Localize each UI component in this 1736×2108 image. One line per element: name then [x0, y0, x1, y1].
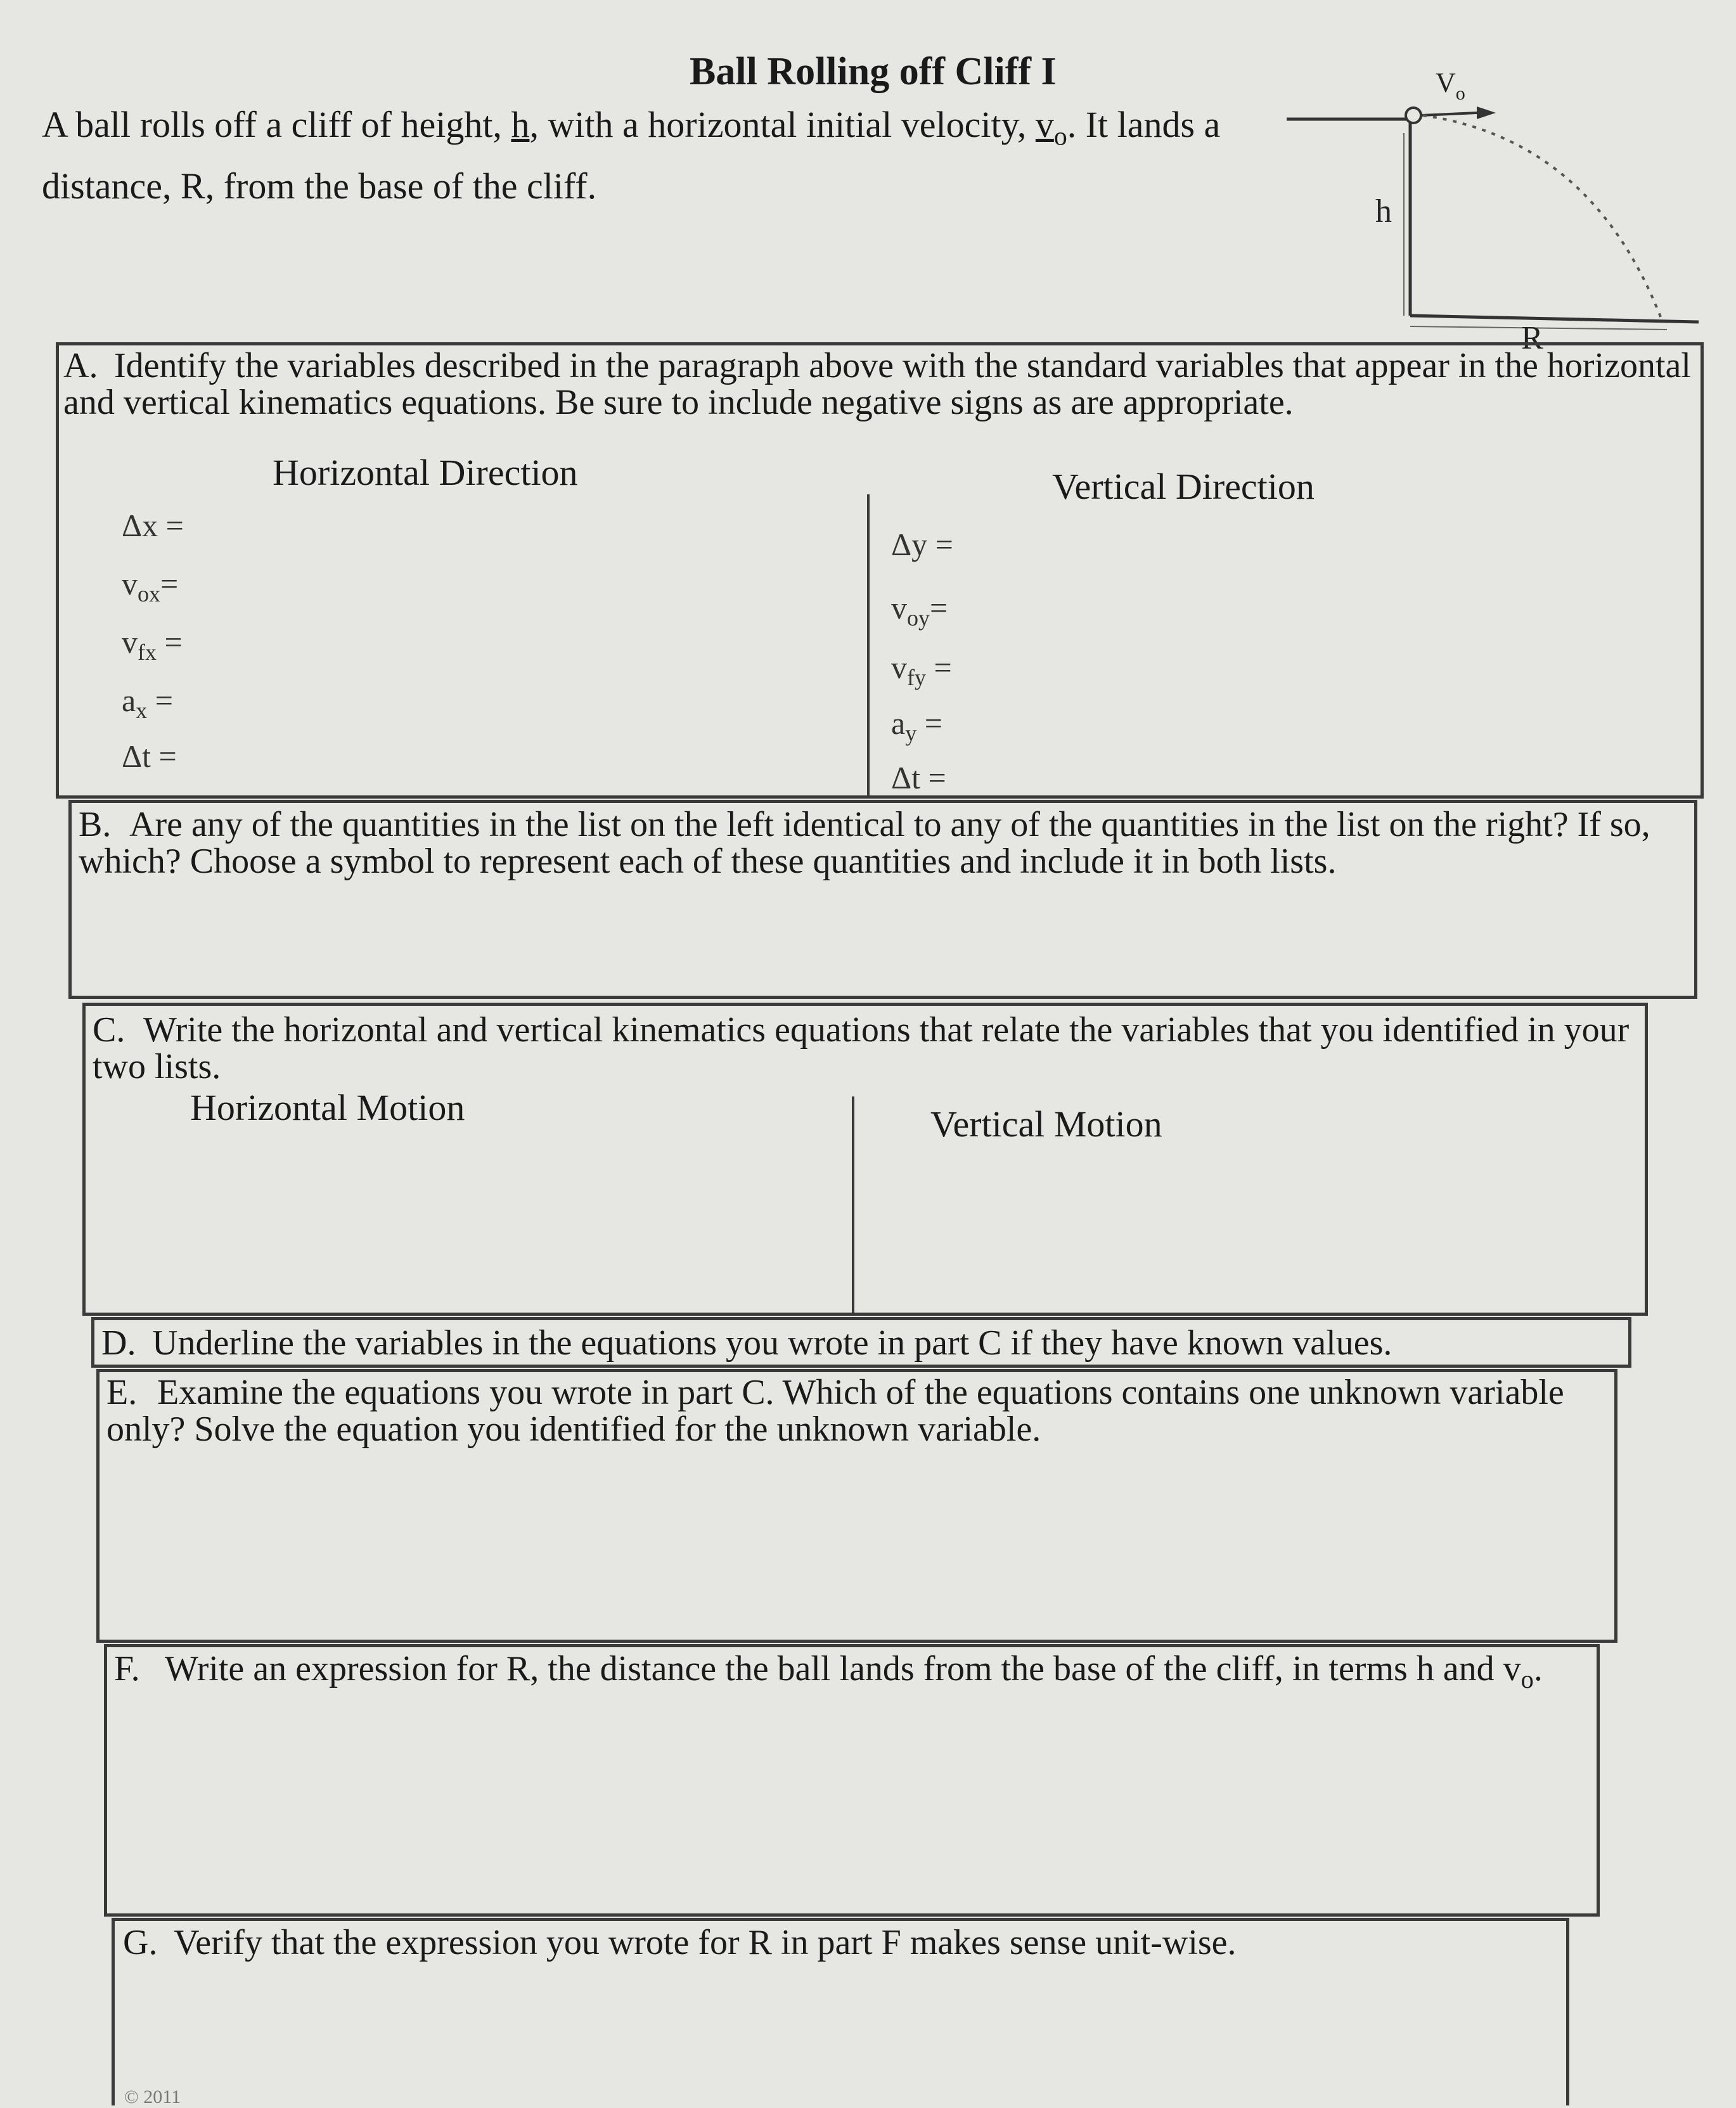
velocity-arrowhead	[1477, 106, 1496, 119]
vfy-sub: fy	[907, 665, 926, 690]
intro-text-2: , with a horizontal initial velocity,	[529, 104, 1036, 145]
section-f-sub: o	[1521, 1665, 1534, 1694]
section-b-text: Are any of the quantities in the list on the left identical to any of the quantities in the list on the right? If so, which? Choose a symbol to represent each of these quantities and include it in both lists.	[79, 805, 1650, 881]
section-f-question	[114, 1650, 1597, 1698]
trajectory-path	[1423, 115, 1661, 317]
cliff-diagram	[1287, 57, 1718, 361]
section-c-question	[93, 1012, 1639, 1085]
vox-sub: ox	[138, 581, 160, 607]
voy-eq: =	[930, 590, 948, 626]
ax-eq: =	[155, 683, 173, 718]
ay-sub: y	[905, 721, 917, 746]
vfy-eq: =	[934, 650, 952, 685]
section-g-question	[123, 1924, 1555, 1961]
intro-text-3: . It lands a distance, R, from the base of the cliff.	[42, 104, 1221, 207]
section-e-text: Examine the equations you wrote in part C. Which of the equations contains one unknown variable only? Solve the equation you identified for the unknown variable.	[106, 1373, 1564, 1449]
vertical-motion-heading: Vertical Motion	[930, 1103, 1162, 1145]
intro-v0	[1035, 104, 1067, 151]
section-a-text: Identify the variables described in the paragraph above with the standard variables that appear in the horizontal and vertical kinematics equations. Be sure to include negative signs as are appropriate.	[63, 346, 1691, 422]
ay-eq: =	[924, 705, 942, 741]
vfx-main: v	[122, 624, 138, 660]
intro-v-sub: o	[1053, 122, 1067, 151]
section-g-label: G.	[123, 1923, 158, 1962]
var-vfx	[122, 624, 183, 665]
var-delta-y: Δy =	[891, 527, 953, 562]
var-ay	[891, 705, 942, 747]
vfx-eq: =	[164, 624, 183, 660]
vfy-main: v	[891, 650, 907, 685]
var-delta-x: Δx =	[122, 508, 184, 543]
voy-main: v	[891, 590, 907, 626]
velocity-arrow	[1421, 113, 1477, 115]
var-delta-t-vertical: Δt =	[891, 760, 946, 795]
intro-v: v	[1035, 104, 1054, 145]
section-d-question	[101, 1325, 1623, 1361]
intro-paragraph	[42, 100, 1246, 211]
worksheet-title: Ball Rolling off Cliff I	[690, 50, 1057, 93]
intro-text-1: A ball rolls off a cliff of height,	[42, 104, 511, 145]
r-label: R	[1521, 320, 1543, 356]
var-vfy	[891, 649, 952, 691]
ground-line	[1410, 316, 1699, 322]
section-a-label: A.	[63, 346, 98, 385]
h-label: h	[1375, 193, 1392, 229]
section-a-divider	[867, 494, 870, 799]
voy-sub: oy	[907, 605, 930, 631]
section-c-text: Write the horizontal and vertical kinematics equations that relate the variables that you identified in your two lists.	[93, 1010, 1630, 1086]
section-f-text: Write an expression for R, the distance the ball lands from the base of the cliff, in terms h and v	[165, 1649, 1521, 1688]
horizontal-direction-heading: Horizontal Direction	[273, 452, 578, 493]
vertical-direction-heading: Vertical Direction	[1052, 466, 1315, 507]
section-b-question	[79, 806, 1650, 880]
ball-icon	[1406, 108, 1421, 123]
var-ax	[122, 682, 173, 724]
section-g-text: Verify that the expression you wrote for R in part F makes sense unit-wise.	[174, 1923, 1237, 1962]
var-voy	[891, 589, 948, 631]
section-c-divider	[852, 1096, 854, 1316]
ax-main: a	[122, 683, 136, 718]
vox-main: v	[122, 566, 138, 601]
section-c-label: C.	[93, 1010, 125, 1050]
var-vox	[122, 565, 178, 607]
section-f-label: F.	[114, 1649, 140, 1688]
var-delta-t-horizontal: Δt =	[122, 738, 177, 774]
copyright-footer: © 2011	[124, 2086, 181, 2107]
horizontal-motion-heading: Horizontal Motion	[190, 1087, 465, 1128]
vfx-sub: fx	[138, 639, 157, 665]
ay-main: a	[891, 705, 906, 741]
section-e-label: E.	[106, 1373, 138, 1412]
section-a-question	[63, 347, 1699, 421]
section-f-period: .	[1533, 1649, 1543, 1688]
vox-eq: =	[160, 566, 179, 601]
section-e-question	[106, 1374, 1615, 1448]
v0-label: $V_o$	[1436, 67, 1465, 104]
section-b-label: B.	[79, 805, 112, 844]
section-d-text: Underline the variables in the equations you wrote in part C if they have known values.	[152, 1323, 1392, 1363]
ax-sub: x	[136, 698, 148, 723]
intro-h: h	[511, 104, 530, 145]
section-d-label: D.	[101, 1323, 136, 1363]
